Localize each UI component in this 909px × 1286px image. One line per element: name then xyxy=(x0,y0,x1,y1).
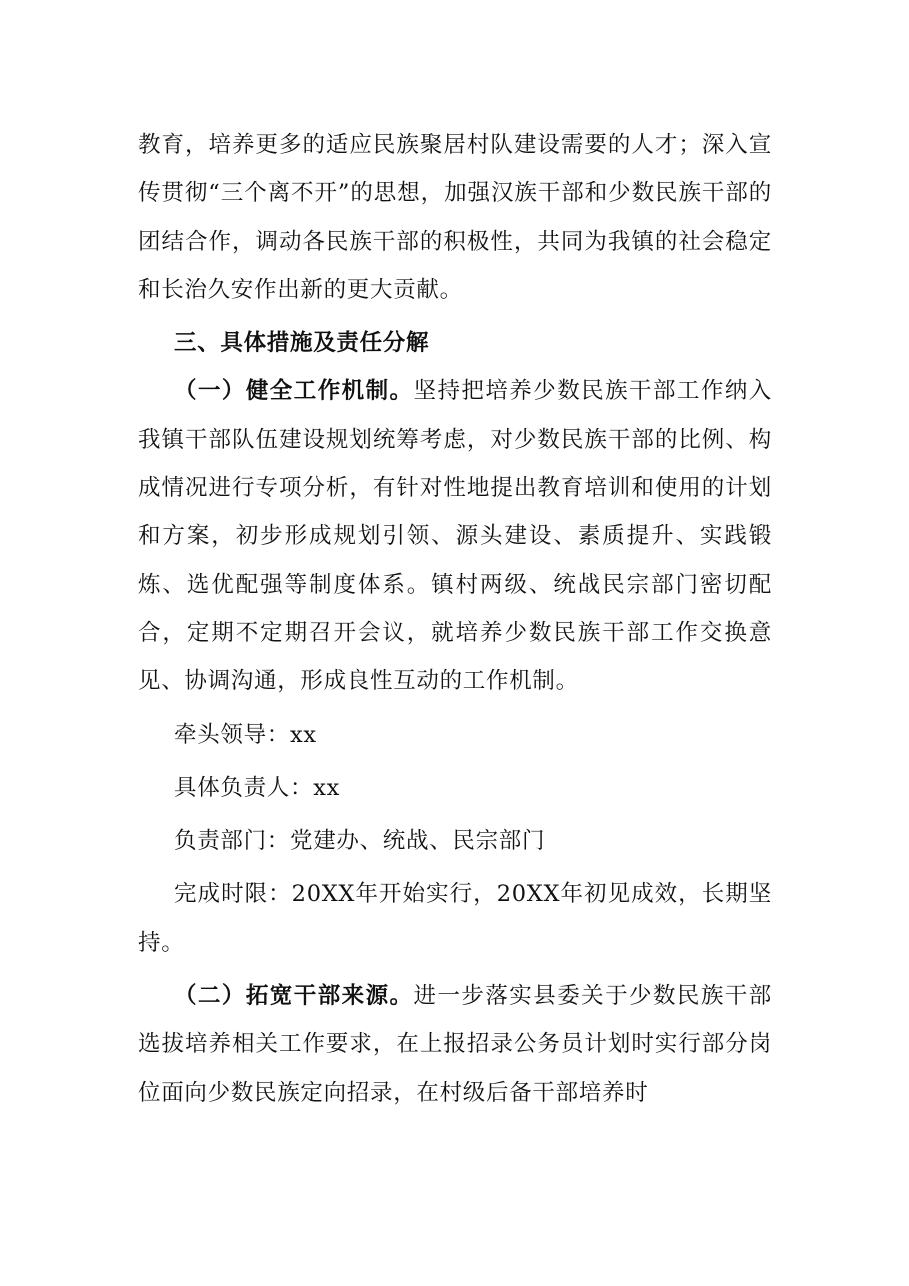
paragraph-education: 教育，培养更多的适应民族聚居村队建设需要的人才；深入宣传贯彻“三个离不开”的思想，加强汉族干部和少数民族干部的团结合作，调动各民族干部的积极性，共同为我镇的社会稳定和长治久安作出新的更大贡献。 xyxy=(138,132,772,303)
section-1-body: 坚持把培养少数民族干部工作纳入我镇干部队伍建设规划统筹考虑，对少数民族干部的比例、构成情况进行专项分析，有针对性地提出教育培训和使用的计划和方案，初步形成规划引领、源头建设、素质提升、实践锻炼、选优配强等制度体系。镇村两级、统战民宗部门密切配合，定期不定期召开会议，就培养少数民族干部工作交换意见、协调沟通，形成良性互动的工作机制。 xyxy=(138,378,772,695)
responsible-person-line: 具体负责人：xx xyxy=(174,774,340,801)
section-1-lead: （一）健全工作机制。 xyxy=(174,378,414,405)
section-2-body: 进一步落实县委关于少数民族干部选拔培养相关工作要求，在上报招录公务员计划时实行部分岗位面向少数民族定向招录，在村级后备干部培养时 xyxy=(138,983,772,1106)
paragraph-section-1 xyxy=(138,367,772,705)
document-body xyxy=(138,121,772,1117)
responsible-dept-line: 负责部门：党建办、统战、民宗部门 xyxy=(174,828,546,855)
paragraph-section-2 xyxy=(138,972,772,1117)
section-heading-3: 三、具体措施及责任分解 xyxy=(174,330,430,357)
lead-leader-line: 牵头领导：xx xyxy=(174,721,317,748)
deadline-line: 完成时限：20XX年开始实行，20XX年初见成效，长期坚持。 xyxy=(138,881,772,956)
section-2-lead: （二）拓宽干部来源。 xyxy=(174,983,414,1010)
